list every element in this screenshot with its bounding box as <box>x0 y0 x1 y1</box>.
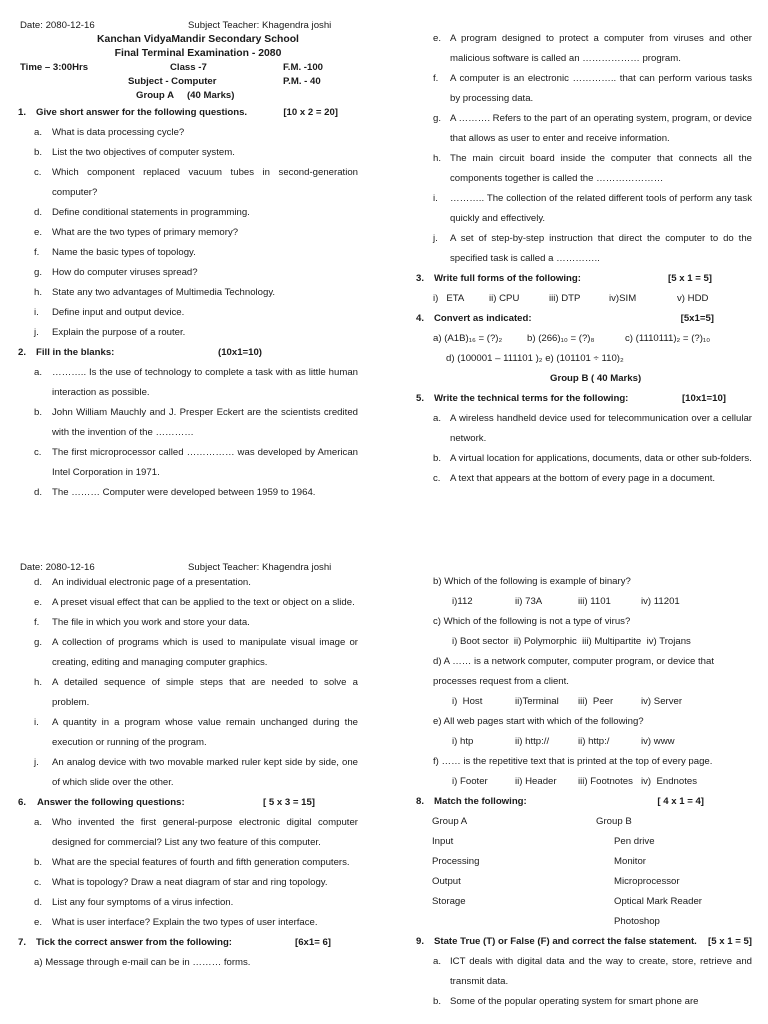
q1-list <box>18 123 358 343</box>
q6-item-text: What is user interface? Explain the two types of user interface. <box>52 917 318 928</box>
q2-item-text: The ……… Computer were developed between 1959 to 1964. <box>52 487 316 498</box>
q5-cont-item-letter: d. <box>34 577 43 588</box>
q7-option: iii) Peer <box>578 696 614 707</box>
q9-heading: 9. State True (T) or False (F) and correct the false statement. [5 x 1 = 5] <box>416 932 752 952</box>
exam-time: Time – 3:00Hrs <box>20 62 89 73</box>
q5-cont-item <box>18 753 358 793</box>
q8-title: Match the following: <box>434 796 527 807</box>
q5-item <box>416 449 752 469</box>
q2-cont-item-text: The main circuit board inside the computer that connects all the components together is called the ………………… <box>450 153 752 184</box>
q5-cont-item-text: The file in which you work and store your data. <box>52 617 250 628</box>
q5-cont-item-text: An individual electronic page of a presentation. <box>52 577 251 588</box>
q6-item-letter: b. <box>34 857 43 868</box>
q5-cont-item-letter: i. <box>34 717 39 728</box>
q6-item-letter: a. <box>34 817 43 828</box>
subject-teacher-page2: Subject Teacher: Khagendra joshi <box>188 562 332 573</box>
q2-marks: (10x1=10) <box>218 347 263 358</box>
q7-options <box>416 732 752 752</box>
q9-marks: [5 x 1 = 5] <box>708 936 752 947</box>
q7-option: ii)Terminal <box>515 696 559 707</box>
page2-left-column <box>18 562 358 973</box>
q1-marks: [10 x 2 = 20] <box>283 107 338 118</box>
pass-marks: P.M. - 40 <box>283 76 321 87</box>
subject-teacher: Subject Teacher: Khagendra joshi <box>188 20 332 31</box>
q1-item-letter: i. <box>34 307 39 318</box>
q1-item <box>18 263 358 283</box>
q7-question: f) …… is the repetitive text that is printed at the top of every page. <box>433 756 713 767</box>
q2-cont-item-text: A set of step-by-step instruction that direct the computer to do the specified task is called a ………….. <box>450 233 752 264</box>
q9-item-text: ICT deals with digital data and the way to create, store, retrieve and transmit data. <box>450 956 752 987</box>
q8-group-b-item: Monitor <box>614 856 646 867</box>
group-b-heading: Group B ( 40 Marks) <box>550 373 642 384</box>
exam-subject: Subject - Computer <box>128 76 217 87</box>
q7-option: i) htp <box>452 736 474 747</box>
q7-option: i) Boot sector ii) Polymorphic iii) Multipartite iv) Trojans <box>452 636 691 647</box>
q5-cont-item-letter: h. <box>34 677 43 688</box>
q2-cont-item <box>416 149 752 189</box>
q2-cont-item-letter: i. <box>433 193 438 204</box>
q3-option: ii) CPU <box>489 293 520 304</box>
q5-item-text: A virtual location for applications, documents, data or other sub-folders. <box>450 453 752 464</box>
q7-option: ii) Header <box>515 776 557 787</box>
q5-cont-item <box>18 613 358 633</box>
q1-item <box>18 303 358 323</box>
q3-option: i) ETA <box>433 293 465 304</box>
q2-cont-item <box>416 189 752 229</box>
q9-item-letter: b. <box>433 996 442 1007</box>
q1-item <box>18 163 358 203</box>
q3-options <box>416 289 752 309</box>
q6-list <box>18 813 358 933</box>
q4-title: Convert as indicated: <box>434 313 532 324</box>
q2-continued-list <box>416 29 752 269</box>
q8-rows <box>416 832 752 932</box>
q2-cont-item-letter: e. <box>433 33 442 44</box>
q1-item-letter: c. <box>34 167 42 178</box>
q4-line1 <box>416 329 752 349</box>
q2-item-text: The first microprocessor called …………… was developed by American Intel Corporation in 1971. <box>52 447 358 478</box>
exam-class: Class -7 <box>170 62 207 73</box>
q3-option: iv)SIM <box>609 293 637 304</box>
q1-item-text: State any two advantages of Multimedia Technology. <box>52 287 276 298</box>
q8-match-row <box>416 872 752 892</box>
q8-group-a-item <box>416 912 596 932</box>
q2-cont-item <box>416 69 752 109</box>
q6-item-text: What is topology? Draw a neat diagram of star and ring topology. <box>52 877 328 888</box>
q2-item-letter: c. <box>34 447 42 458</box>
q6-item-letter: e. <box>34 917 43 928</box>
q6-item <box>18 813 358 853</box>
q6-item-letter: c. <box>34 877 42 888</box>
q5-item-text: A text that appears at the bottom of every page in a document. <box>450 473 716 484</box>
q4-line2: d) (100001 – 111101 )₂ e) (101101 ÷ 110)₂ <box>446 353 624 364</box>
q5-item-text: A wireless handheld device used for telecommunication over a cellular network. <box>450 413 752 444</box>
q7-option: ii) http:/ <box>578 736 610 747</box>
q7-question: b) Which of the following is example of binary? <box>433 576 631 587</box>
q5-cont-item-letter: j. <box>34 757 39 768</box>
q1-item <box>18 143 358 163</box>
q6-heading: 6. Answer the following questions: [ 5 x 3 = 15] <box>18 793 358 813</box>
q1-item-letter: d. <box>34 207 43 218</box>
q2-cont-item-text: A computer is an electronic ………….. that can perform various tasks by processing data. <box>450 73 752 104</box>
q1-item <box>18 223 358 243</box>
q2-item-text: John William Mauchly and J. Presper Eckert are the scientists credited with the invention of the ………… <box>52 407 358 438</box>
q8-match-row <box>416 892 752 912</box>
q1-item-text: What is data processing cycle? <box>52 127 185 138</box>
q9-item-letter: a. <box>433 956 442 967</box>
q5-item-letter: b. <box>433 453 442 464</box>
q1-item <box>18 283 358 303</box>
q6-item <box>18 913 358 933</box>
q7-option: iv) www <box>641 736 675 747</box>
q1-item-letter: g. <box>34 267 43 278</box>
q1-heading: 1. Give short answer for the following questions. [10 x 2 = 20] <box>18 103 358 123</box>
q2-cont-item-text: A ………. Refers to the part of an operating system, program, or device that allows as user to enter and receive information. <box>450 113 752 144</box>
q2-item-text: ……….. Is the use of technology to complete a task with as little human interaction as possible. <box>52 367 358 398</box>
q6-title: Answer the following questions: <box>37 797 185 808</box>
q8-match-row <box>416 832 752 852</box>
q5-cont-item-text: A detailed sequence of simple steps that are needed to solve a problem. <box>52 677 358 708</box>
q6-marks: [ 5 x 3 = 15] <box>263 797 315 808</box>
q2-item-letter: a. <box>34 367 43 378</box>
q2-cont-item <box>416 29 752 69</box>
q7-heading: 7. Tick the correct answer from the following: [6x1= 6] <box>18 933 358 953</box>
q8-group-b-item: Optical Mark Reader <box>614 896 702 907</box>
q5-item <box>416 409 752 449</box>
q1-item-text: Name the basic types of topology. <box>52 247 196 258</box>
q8-group-b-item: Pen drive <box>614 836 655 847</box>
q6-item <box>18 853 358 873</box>
q5-continued-list <box>18 573 358 793</box>
q7-question: c) Which of the following is not a type of virus? <box>433 616 631 627</box>
page2-right-column <box>416 572 752 1012</box>
q2-item <box>18 403 358 443</box>
q2-cont-item-letter: h. <box>433 153 442 164</box>
q9-title: State True (T) or False (F) and correct the false statement. <box>434 936 697 947</box>
q4-item: a) (A1B)₁₆ = (?)₂ <box>433 333 503 344</box>
group-a-heading: Group A (40 Marks) <box>136 90 235 101</box>
q1-item-text: How do computer viruses spread? <box>52 267 198 278</box>
q2-heading: 2. Fill in the blanks: (10x1=10) <box>18 343 358 363</box>
q5-cont-item-text: An analog device with two movable marked ruler kept side by side, one of which slide over the other. <box>52 757 358 788</box>
q2-item <box>18 483 358 503</box>
q3-heading: 3. Write full forms of the following: [5 x 1 = 5] <box>416 269 752 289</box>
q2-item-letter: b. <box>34 407 43 418</box>
q5-cont-item <box>18 573 358 593</box>
q1-item-text: Which component replaced vacuum tubes in second-generation computer? <box>52 167 358 198</box>
q2-title: Fill in the blanks: <box>36 347 115 358</box>
q1-item-letter: e. <box>34 227 43 238</box>
q7-continued-list <box>416 572 752 792</box>
q1-item-text: Define input and output device. <box>52 307 185 318</box>
q3-option: v) HDD <box>677 293 709 304</box>
q7-option: iv) 11201 <box>641 596 680 607</box>
q8-group-a-item: Input <box>432 836 454 847</box>
q8-group-b-head: Group B <box>596 816 632 827</box>
q7-option: i) Footer <box>452 776 488 787</box>
q1-item-text: List the two objectives of computer system. <box>52 147 235 158</box>
q1-title: Give short answer for the following questions. <box>36 107 248 118</box>
q4-item: b) (266)₁₀ = (?)₈ <box>527 333 595 344</box>
q8-group-a-head: Group A <box>432 816 468 827</box>
exam-title: Final Terminal Examination - 2080 <box>114 48 282 59</box>
q2-cont-item-text: ……….. The collection of the related different tools of perform any task quickly and effectively. <box>450 193 752 224</box>
exam-date-page2: Date: 2080-12-16 <box>20 562 95 573</box>
q7-options <box>416 592 752 612</box>
full-marks: F.M. -100 <box>283 62 323 73</box>
q7-question: d) A …… is a network computer, computer program, or device that processes request from a client. <box>433 656 715 687</box>
q8-match-row <box>416 912 752 932</box>
q8-group-b-item: Photoshop <box>614 916 660 927</box>
q5-list <box>416 409 752 489</box>
q1-item-text: Define conditional statements in programming. <box>52 207 250 218</box>
q4-item: c) (1110111)₂ = (?)₁₀ <box>625 333 711 344</box>
q8-group-a-item: Processing <box>432 856 480 867</box>
q8-heading: 8. Match the following: [ 4 x 1 = 4] <box>416 792 752 812</box>
q2-item <box>18 363 358 403</box>
q3-option: iii) DTP <box>549 293 581 304</box>
exam-date: Date: 2080-12-16 <box>20 20 95 31</box>
q1-item-letter: j. <box>34 327 39 338</box>
q7-option: iv) Endnotes <box>641 776 697 787</box>
q1-item-letter: b. <box>34 147 43 158</box>
q9-item <box>416 992 752 1012</box>
q7-options <box>416 632 752 652</box>
q3-marks: [5 x 1 = 5] <box>668 273 712 284</box>
q2-item <box>18 443 358 483</box>
q4-heading: 4. Convert as indicated: [5x1=5] <box>416 309 752 329</box>
q1-item <box>18 323 358 343</box>
q1-item-letter: h. <box>34 287 43 298</box>
q5-item-letter: c. <box>433 473 441 484</box>
q5-cont-item <box>18 673 358 713</box>
q5-cont-item-letter: g. <box>34 637 43 648</box>
q9-item-text: Some of the popular operating system for smart phone are <box>450 996 699 1007</box>
q7-title: Tick the correct answer from the following: <box>36 937 232 948</box>
q5-cont-item <box>18 593 358 613</box>
q8-marks: [ 4 x 1 = 4] <box>657 796 704 807</box>
page1-left-column <box>18 18 358 503</box>
q8-group-b-item: Microprocessor <box>614 876 680 887</box>
q5-cont-item-text: A collection of programs which is used to manipulate visual image or creating, editing and managing computer graphics. <box>52 637 358 668</box>
q1-item <box>18 203 358 223</box>
q2-cont-item-letter: f. <box>433 73 439 84</box>
q1-item-letter: a. <box>34 127 43 138</box>
q1-item-text: Explain the purpose of a router. <box>52 327 186 338</box>
q5-heading: 5. Write the technical terms for the following: [10x1=10] <box>416 389 752 409</box>
q7-option: iii) Footnotes <box>578 776 633 787</box>
q7-option: i) Host <box>452 696 483 707</box>
q1-item-letter: f. <box>34 247 40 258</box>
school-name: Kanchan VidyaMandir Secondary School <box>97 34 299 45</box>
q9-item <box>416 952 752 992</box>
q7-option: iii) 1101 <box>578 596 611 607</box>
q5-marks: [10x1=10] <box>681 393 726 404</box>
q2-cont-item-text: A program designed to protect a computer from viruses and other malicious software is called an ……………… program. <box>450 33 752 64</box>
q2-cont-item <box>416 229 752 269</box>
q4-marks: [5x1=5] <box>680 313 714 324</box>
q7-options <box>416 692 752 712</box>
q2-cont-item-letter: g. <box>433 113 442 124</box>
q9-list <box>416 952 752 1012</box>
q5-item <box>416 469 752 489</box>
q7-marks: [6x1= 6] <box>295 937 331 948</box>
q7-option: ii) 73A <box>515 596 543 607</box>
q7-option: i)112 <box>452 596 473 607</box>
q7-options <box>416 772 752 792</box>
q5-cont-item-text: A quantity in a program whose value remain unchanged during the execution or running of the program. <box>52 717 358 748</box>
q5-cont-item-letter: f. <box>34 617 40 628</box>
q8-group-a-item: Storage <box>432 896 466 907</box>
q5-cont-item <box>18 713 358 753</box>
q6-item-text: Who invented the first general-purpose electronic digital computer designed for commercial? List any two feature of this computer. <box>52 817 358 848</box>
q6-item <box>18 893 358 913</box>
q5-cont-item <box>18 633 358 673</box>
q3-title: Write full forms of the following: <box>434 273 581 284</box>
q5-cont-item-letter: e. <box>34 597 43 608</box>
q1-item <box>18 243 358 263</box>
q2-item-letter: d. <box>34 487 43 498</box>
q2-list <box>18 363 358 503</box>
q2-cont-item-letter: j. <box>433 233 438 244</box>
q7-option: iv) Server <box>641 696 683 707</box>
q1-item-text: What are the two types of primary memory? <box>52 227 239 238</box>
q7-item-a: a) Message through e-mail can be in ……… forms. <box>34 957 251 968</box>
q8-header-row <box>416 812 752 832</box>
q1-item <box>18 123 358 143</box>
q8-match-row <box>416 852 752 872</box>
q2-cont-item <box>416 109 752 149</box>
q5-item-letter: a. <box>433 413 442 424</box>
q6-item-letter: d. <box>34 897 43 908</box>
q6-item-text: List any four symptoms of a virus infection. <box>52 897 234 908</box>
q6-item-text: What are the special features of fourth and fifth generation computers. <box>52 857 350 868</box>
q5-title: Write the technical terms for the following: <box>434 393 629 404</box>
q5-cont-item-text: A preset visual effect that can be applied to the text or object on a slide. <box>52 597 355 608</box>
q7-option: ii) http:// <box>515 736 550 747</box>
page1-right-column <box>416 29 752 489</box>
q6-item <box>18 873 358 893</box>
q8-group-a-item: Output <box>432 876 461 887</box>
q7-question: e) All web pages start with which of the following? <box>433 716 644 727</box>
